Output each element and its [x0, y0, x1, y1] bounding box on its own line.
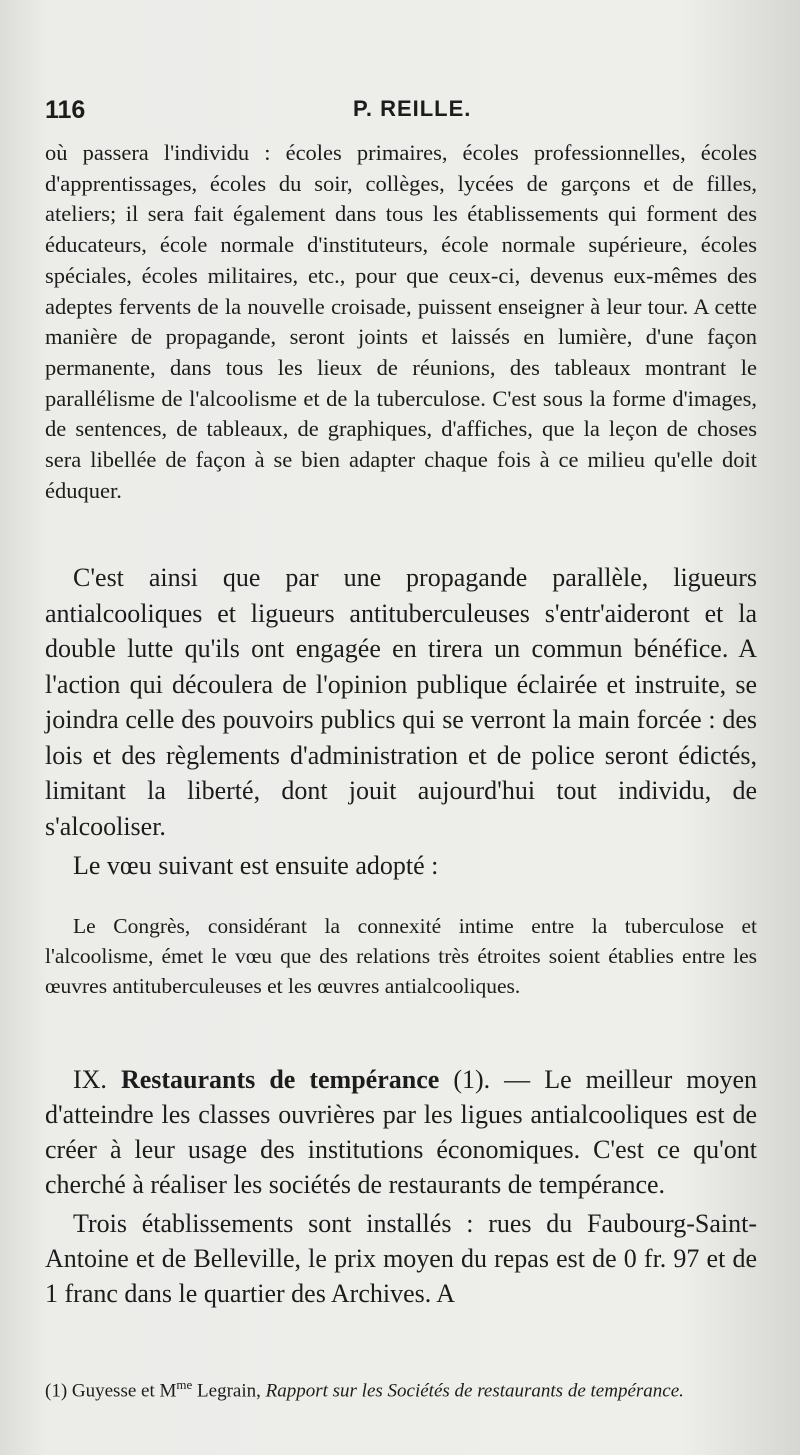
footnote — [45, 1373, 757, 1403]
running-head: P. REILLE. — [353, 96, 472, 121]
footnote-title: Rapport sur les Sociétés de restaurants de tempérance. — [265, 1380, 684, 1402]
body-large-text — [45, 560, 757, 884]
footnote-reference: (1). — [453, 1065, 491, 1094]
section-number: IX. — [73, 1065, 107, 1094]
section-text: — Le meilleur moyen d'atteindre les classes ouvrières par les ligues antialcooliques est de créer à leur usage des institutions économiques. C'est ce qu'ont cherché à réaliser les sociétés de restaurants de tempérance. — [45, 1065, 758, 1199]
footnote-marker: (1) Guyesse et M — [45, 1380, 177, 1402]
paragraph-wish-adopted: Le vœu suivant est ensuite adopté : — [73, 851, 439, 880]
page-header — [45, 96, 755, 136]
section-title: Restaurants de tempérance — [120, 1065, 440, 1094]
body-small-text — [45, 138, 757, 506]
paragraph-propaganda: où passera l'individu : écoles primaires, écoles professionnelles, écoles d'apprentissages, écoles du soir, collèges, lycées de garçons et de filles, ateliers; il sera fait également dans tous les établissements qui forment des éducateurs, école normale d'instituteurs, école normale supérieure, écoles spéciales, écoles militaires, etc., pour que ceux-ci, devenus eux-mêmes des adeptes fervents de la nouvelle croisade, puissent enseigner à leur tour. A cette manière de propagande, seront joints et laissés en lumière, d'une façon permanente, dans tous les lieux de réunions, des tableaux montrant le parallélisme de l'alcoolisme et de la tuberculose. C'est sous la forme d'images, de sentences, de tableaux, de graphiques, d'affiches, que la leçon de choses sera libellée de façon à se bien adapter chaque fois à ce milieu qu'elle doit éduquer. — [45, 140, 757, 503]
paragraph-parallel-propaganda: C'est ainsi que par une propagande parallèle, ligueurs antialcooliques et ligueurs antituberculeuses s'entr'aideront et la double lutte qu'ils ont engagée en tirera un commun bénéfice. A l'action qui découlera de l'opinion publique éclairée et instruite, se joindra celle des pouvoirs publics qui se verront la main forcée : des lois et des règlements d'administration et de police seront édictés, limitant la liberté, dont jouit aujourd'hui tout individu, de s'alcooliser. — [45, 563, 757, 841]
resolution-text: Le Congrès, considérant la connexité intime entre la tuberculose et l'alcoolisme, émet le vœu que des relations très étroites soient établies entre les œuvres antituberculeuses et les œuvres antialcooliques. — [45, 914, 757, 998]
section-ix — [45, 1062, 757, 1311]
page-number: 116 — [45, 96, 86, 124]
paragraph-establishments: Trois établissements sont installés : rues du Faubourg-Saint-Antoine et de Belleville, le prix moyen du repas est de 0 fr. 97 et de 1 franc dans le quartier des Archives. A — [45, 1209, 757, 1308]
footnote-superscript: me — [176, 1377, 193, 1392]
section-ix-paragraph — [45, 1062, 757, 1202]
congress-resolution — [45, 912, 757, 1001]
footnote-authors: Legrain, — [192, 1380, 266, 1402]
